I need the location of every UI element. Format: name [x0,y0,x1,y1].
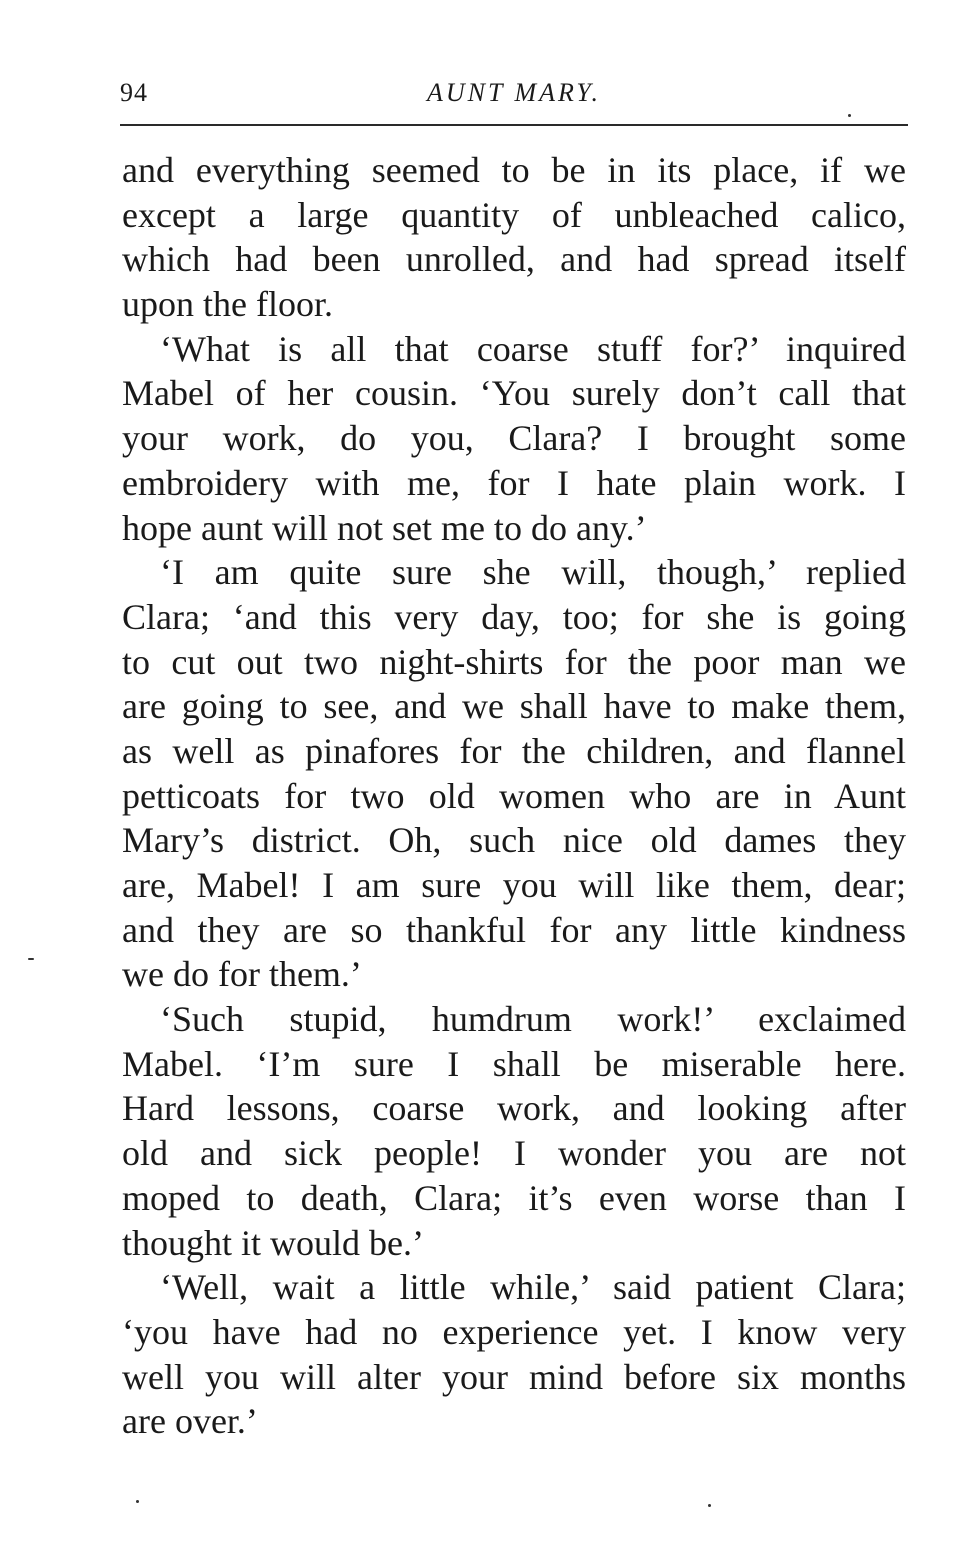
text-line: Hard lessons, coarse work, and looking after [122,1088,906,1129]
text-line: ‘you have had no experience yet. I know very [122,1311,906,1352]
text-line: are, Mabel! I am sure you will like them, dear; [122,865,906,905]
text-line: Mabel of her cousin. ‘You surely don’t call that [122,373,906,414]
page-number: 94 [120,78,148,107]
paper-speck [848,114,851,117]
text-line: ‘What is all that coarse stuff for?’ inquired [160,328,906,369]
text-line: moped to death, Clara; it’s even worse than I [122,1177,906,1218]
text-line: Clara; ‘and this very day, too; for she is going [122,596,906,637]
text-line: Mary’s district. Oh, such nice old dames they [122,820,906,861]
text-line: are over.’ [122,1401,258,1442]
text-line: ‘Well, wait a little while,’ said patient Clara; [160,1267,906,1308]
text-line: ‘I am quite sure she will, though,’ replied [160,552,906,593]
text-line: well you will alter your mind before six months [122,1356,906,1397]
running-title: AUNT MARY. [426,78,601,107]
text-line: which had been unrolled, and had spread itself [122,239,906,280]
text-line: upon the floor. [122,284,333,325]
header-rule [120,124,908,126]
text-line: as well as pinafores for the children, and flannel [122,730,906,771]
text-line: hope aunt will not set me to do any.’ [122,507,647,548]
text-line: and they are so thankful for any little kindness [122,909,906,950]
text-line: thought it would be.’ [122,1222,424,1263]
page-header [120,78,908,124]
text-line: to cut out two night-shirts for the poor man we [122,641,906,682]
text-line: are going to see, and we shall have to make them, [122,686,906,727]
text-line: embroidery with me, for I hate plain work. I [122,462,906,503]
text-line: except a large quantity of unbleached calico, [122,194,906,235]
text-line: old and sick people! I wonder you are not [122,1133,906,1174]
body-text [122,148,906,1444]
paper-speck [136,1500,139,1503]
text-line: we do for them.’ [122,954,362,995]
paper-speck [708,1504,711,1507]
paper-speck [28,958,34,960]
text-line: your work, do you, Clara? I brought some [122,418,906,459]
text-line: and everything seemed to be in its place, if we [122,150,906,190]
text-line: Mabel. ‘I’m sure I shall be miserable here. [122,1043,906,1084]
text-line: petticoats for two old women who are in Aunt [122,775,906,816]
text-line: ‘Such stupid, humdrum work!’ exclaimed [160,999,906,1040]
